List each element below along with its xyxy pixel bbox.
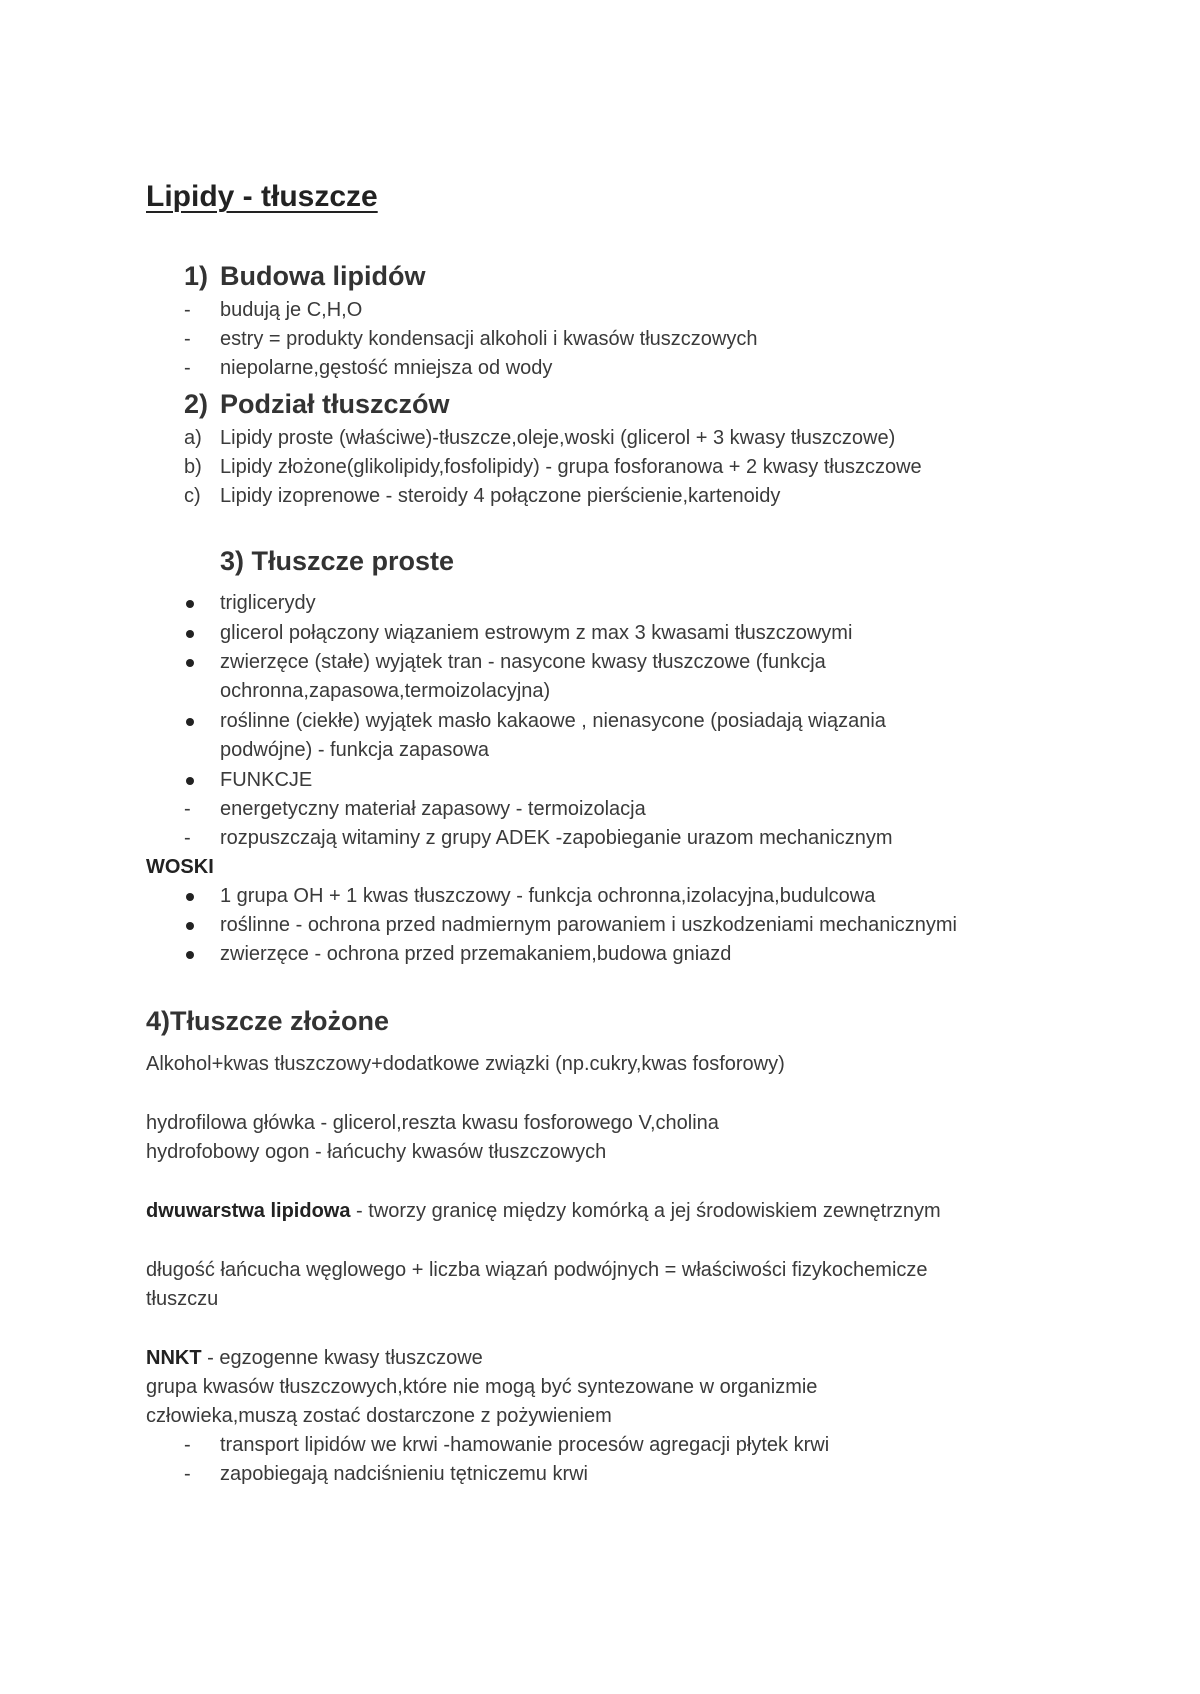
s3-bullet-1: triglicerydy: [220, 592, 316, 614]
s4-paragraph-6-rest: - egzogenne kwasy tłuszczowe: [201, 1347, 483, 1369]
section-1-number: 1): [184, 261, 209, 291]
s1-item-2: estry = produkty kondensacji alkoholi i kwasów tłuszczowych: [220, 328, 758, 350]
section-2-title: Podział tłuszczów: [220, 389, 450, 419]
dash-marker: -: [184, 1463, 191, 1485]
s4-paragraph-7: grupa kwasów tłuszczowych,które nie mogą być syntezowane w organizmie: [146, 1376, 818, 1398]
section-2-heading: [184, 387, 450, 421]
dash-marker: -: [184, 357, 191, 379]
dash-marker: -: [184, 798, 191, 820]
s2-item-c: Lipidy izoprenowe - steroidy 4 połączone pierścienie,kartenoidy: [220, 485, 781, 507]
s1-item-1: budują je C,H,O: [220, 299, 363, 321]
list-marker-c: c): [184, 485, 201, 507]
woski-bullet-2: roślinne - ochrona przed nadmiernym parowaniem i uszkodzeniami mechanicznymi: [220, 914, 957, 936]
bullet-dot: [186, 777, 194, 785]
s2-item-b: Lipidy złożone(glikolipidy,fosfolipidy) - grupa fosforanowa + 2 kwasy tłuszczowe: [220, 456, 922, 478]
term-dwuwarstwa: dwuwarstwa lipidowa: [146, 1200, 351, 1222]
list-marker-b: b): [184, 456, 202, 478]
bullet-dot: [186, 922, 194, 930]
s4-paragraph-2: hydrofilowa główka - glicerol,reszta kwasu fosforowego V,cholina: [146, 1112, 719, 1134]
bullet-dot: [186, 951, 194, 959]
s1-item-3: niepolarne,gęstość mniejsza od wody: [220, 357, 553, 379]
s4-paragraph-5: długość łańcucha węglowego + liczba wiązań podwójnych = właściwości fizykochemicze: [146, 1259, 928, 1281]
bullet-dot: [186, 718, 194, 726]
dash-marker: -: [184, 827, 191, 849]
document-title: Lipidy - tłuszcze: [146, 180, 378, 213]
dash-marker: -: [184, 299, 191, 321]
s4-paragraph-1: Alkohol+kwas tłuszczowy+dodatkowe związki (np.cukry,kwas fosforowy): [146, 1053, 785, 1075]
s4-paragraph-4: [146, 1197, 941, 1226]
bullet-dot: [186, 600, 194, 608]
dash-marker: -: [184, 1434, 191, 1456]
section-3-heading: 3) Tłuszcze proste: [220, 546, 455, 576]
s4-paragraph-6: [146, 1344, 483, 1373]
s4-paragraph-3: hydrofobowy ogon - łańcuchy kwasów tłuszczowych: [146, 1141, 607, 1163]
woski-bullet-3: zwierzęce - ochrona przed przemakaniem,budowa gniazd: [220, 943, 732, 965]
s4-paragraph-5-cont: tłuszczu: [146, 1288, 219, 1310]
bullet-dot: [186, 630, 194, 638]
s3-bullet-4-cont: podwójne) - funkcja zapasowa: [220, 739, 490, 761]
term-nnkt: NNKT: [146, 1347, 202, 1369]
s3-bullet-3-cont: ochronna,zapasowa,termoizolacyjna): [220, 680, 551, 702]
s4-paragraph-7-cont: człowieka,muszą zostać dostarczone z pożywieniem: [146, 1405, 612, 1427]
s3-bullet-5: FUNKCJE: [220, 769, 313, 791]
s4-dash-2: zapobiegają nadciśnieniu tętniczemu krwi: [220, 1463, 588, 1485]
s2-item-a: Lipidy proste (właściwe)-tłuszcze,oleje,woski (glicerol + 3 kwasy tłuszczowe): [220, 427, 896, 449]
s3-bullet-4: roślinne (ciekłe) wyjątek masło kakaowe , nienasycone (posiadają wiązania: [220, 710, 886, 732]
bullet-dot: [186, 893, 194, 901]
s3-bullet-2: glicerol połączony wiązaniem estrowym z max 3 kwasami tłuszczowymi: [220, 622, 853, 644]
s4-paragraph-4-rest: - tworzy granicę między komórką a jej środowiskiem zewnętrznym: [350, 1200, 941, 1222]
section-2-number: 2): [184, 389, 209, 419]
s4-dash-1: transport lipidów we krwi -hamowanie procesów agregacji płytek krwi: [220, 1434, 830, 1456]
woski-bullet-1: 1 grupa OH + 1 kwas tłuszczowy - funkcja ochronna,izolacyjna,budulcowa: [220, 885, 876, 907]
section-1-title: Budowa lipidów: [220, 261, 426, 291]
bullet-dot: [186, 659, 194, 667]
section-4-heading: 4)Tłuszcze złożone: [146, 1006, 390, 1036]
list-marker-a: a): [184, 427, 202, 449]
s3-dash-1: energetyczny materiał zapasowy - termoizolacja: [220, 798, 646, 820]
section-1-heading: [184, 259, 425, 293]
s3-bullet-3: zwierzęce (stałe) wyjątek tran - nasycone kwasy tłuszczowe (funkcja: [220, 651, 826, 673]
woski-label: WOSKI: [146, 856, 214, 878]
s3-dash-2: rozpuszczają witaminy z grupy ADEK -zapobieganie urazom mechanicznym: [220, 827, 893, 849]
dash-marker: -: [184, 328, 191, 350]
